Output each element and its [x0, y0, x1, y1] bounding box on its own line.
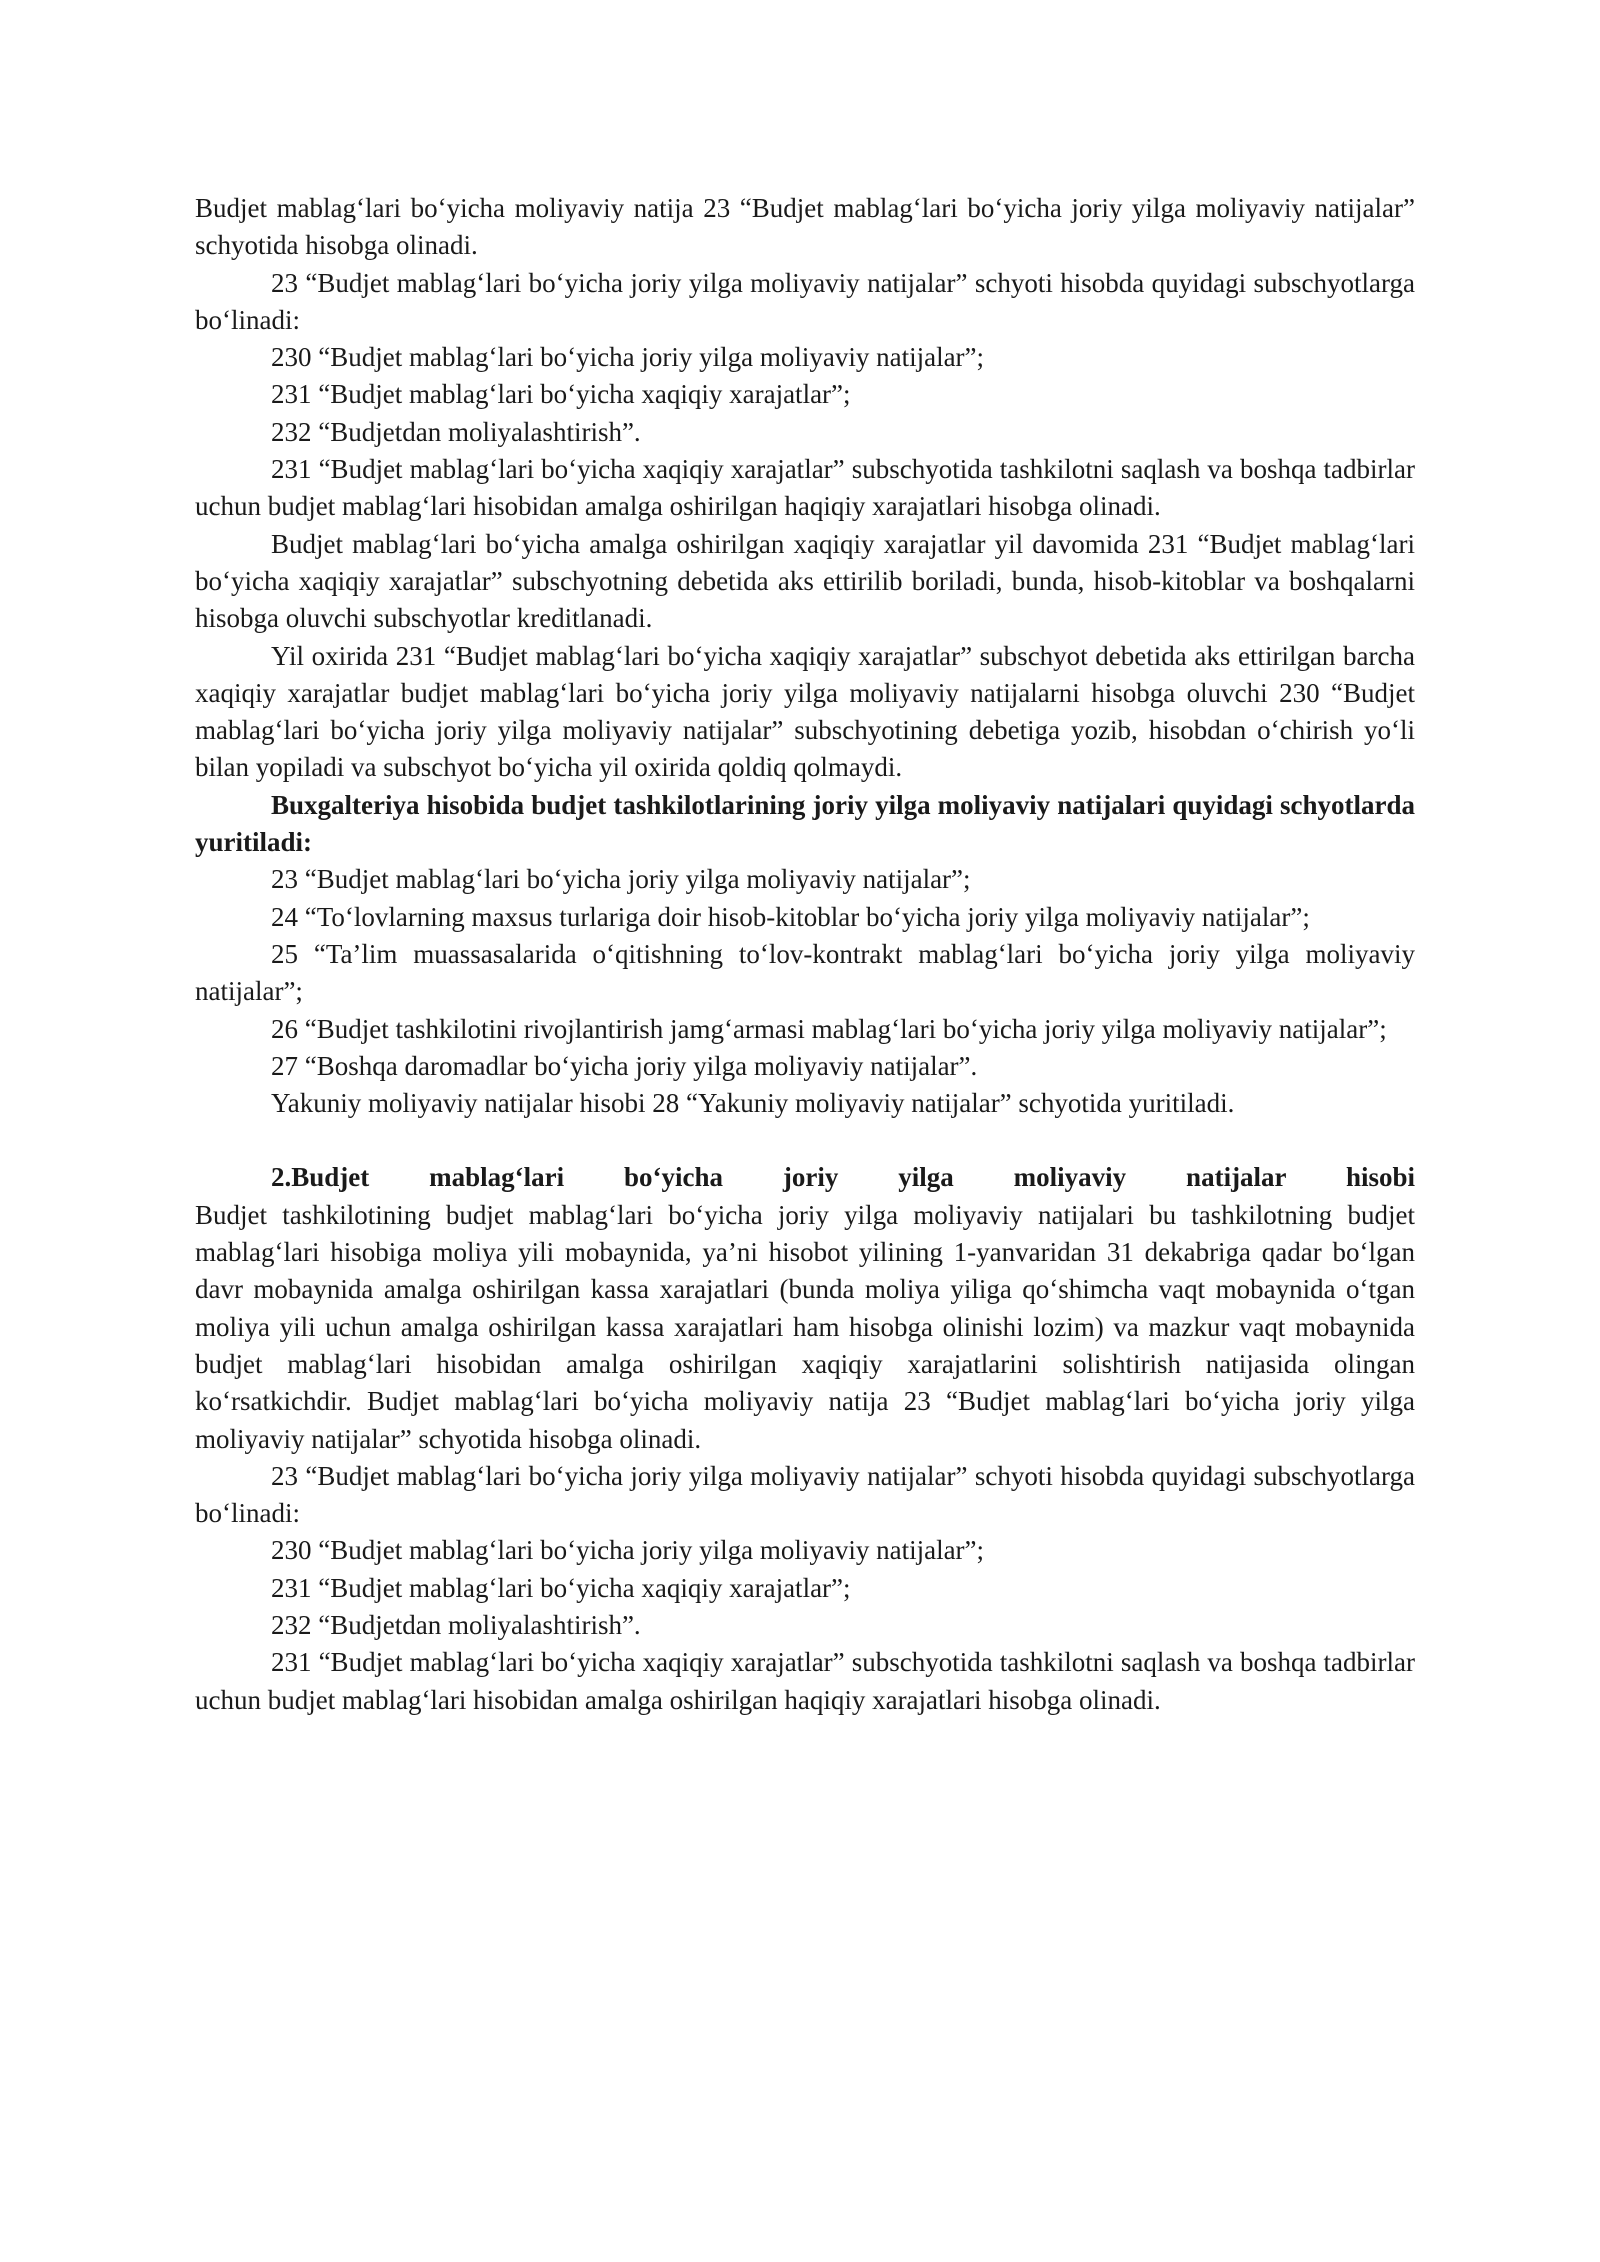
account-item: 23 “Budjet mablag‘lari bo‘yicha joriy yilga moliyaviy natijalar”;: [271, 864, 971, 895]
paragraph: Budjet mablag‘lari bo‘yicha moliyaviy natija 23 “Budjet mablag‘lari bo‘yicha joriy yilga moliyaviy natijalar” schyotida hisobga olinadi.: [195, 193, 1415, 261]
bold-intro: Buxgalteriya hisobida budjet tashkilotlarining joriy yilga moliyaviy natijalari quyidagi schyotlarda yuritiladi:: [195, 789, 1415, 858]
paragraph: Yil oxirida 231 “Budjet mablag‘lari bo‘yicha xaqiqiy xarajatlar” subschyot debetida aks ettirilgan barcha xaqiqiy xarajatlar budjet mablag‘lari bo‘yicha joriy yilga moliyaviy natijalarni hisobga oluvchi 230 “Budjet mablag‘lari bo‘yicha joriy yilga moliyaviy natijalar” subschyotining debetiga yozib, hisobdan o‘chirish yo‘li bilan yopiladi va subschyot bo‘yicha yil oxirida qoldiq qolmaydi.: [195, 640, 1415, 783]
spacer: [195, 1122, 1415, 1159]
account-item: 26 “Budjet tashkilotini rivojlantirish jamg‘armasi mablag‘lari bo‘yicha joriy yilga moliyaviy natijalar”;: [271, 1013, 1387, 1044]
account-item: 27 “Boshqa daromadlar bo‘yicha joriy yilga moliyaviy natijalar”.: [271, 1050, 978, 1081]
paragraph: 23 “Budjet mablag‘lari bo‘yicha joriy yilga moliyaviy natijalar” schyoti hisobda quyidagi subschyotlarga bo‘linadi:: [195, 267, 1415, 335]
document-page: [195, 190, 1415, 1719]
paragraph: 231 “Budjet mablag‘lari bo‘yicha xaqiqiy xarajatlar” subschyotida tashkilotni saqlash va boshqa tadbirlar uchun budjet mablag‘lari hisobidan amalga oshirilgan haqiqiy xarajatlari hisobga olinadi.: [195, 1647, 1415, 1715]
paragraph: Budjet tashkilotining budjet mablag‘lari bo‘yicha joriy yilga moliyaviy natijalari bu tashkilotning budjet mablag‘lari hisobiga moliya yili mobaynida, ya’ni hisobot yilining 1-yanvaridan 31 dekabriga qadar bo‘lgan davr mobaynida amalga oshirilgan kassa xarajatlari (bunda moliya yiliga qo‘shimcha vaqt mobaynida o‘tgan moliya yili uchun amalga oshirilgan kassa xarajatlari ham hisobga olinishi lozim) va mazkur vaqt mobaynida budjet mablag‘lari hisobidan amalga oshirilgan xaqiqiy xarajatlarini solishtirish natijasida olingan ko‘rsatkichdir. Budjet mablag‘lari bo‘yicha moliyaviy natija 23 “Budjet mablag‘lari bo‘yicha joriy yilga moliyaviy natijalar” schyotida hisobga olinadi.: [195, 1199, 1415, 1454]
subaccount-item: 231 “Budjet mablag‘lari bo‘yicha xaqiqiy xarajatlar”;: [271, 379, 851, 410]
paragraph: Yakuniy moliyaviy natijalar hisobi 28 “Yakuniy moliyaviy natijalar” schyotida yuritiladi.: [271, 1088, 1235, 1119]
subaccount-item: 230 “Budjet mablag‘lari bo‘yicha joriy yilga moliyaviy natijalar”;: [271, 342, 985, 373]
paragraph: 23 “Budjet mablag‘lari bo‘yicha joriy yilga moliyaviy natijalar” schyoti hisobda quyidagi subschyotlarga bo‘linadi:: [195, 1460, 1415, 1529]
paragraph: 231 “Budjet mablag‘lari bo‘yicha xaqiqiy xarajatlar” subschyotida tashkilotni saqlash va boshqa tadbirlar uchun budjet mablag‘lari hisobidan amalga oshirilgan haqiqiy xarajatlari hisobga olinadi.: [195, 454, 1415, 522]
subaccount-item: 232 “Budjetdan moliyalashtirish”.: [271, 416, 641, 447]
account-item: 25 “Ta’lim muassasalarida o‘qitishning to‘lov-kontrakt mablag‘lari bo‘yicha joriy yilga moliyaviy natijalar”;: [195, 938, 1415, 1007]
subaccount-item: 231 “Budjet mablag‘lari bo‘yicha xaqiqiy xarajatlar”;: [271, 1572, 851, 1603]
section-heading: 2.Budjet mablag‘lari bo‘yicha joriy yilga moliyaviy natijalar hisobi: [271, 1162, 1415, 1193]
subaccount-item: 230 “Budjet mablag‘lari bo‘yicha joriy yilga moliyaviy natijalar”;: [271, 1535, 985, 1566]
paragraph: Budjet mablag‘lari bo‘yicha amalga oshirilgan xaqiqiy xarajatlar yil davomida 231 “Budjet mablag‘lari bo‘yicha xaqiqiy xarajatlar” subschyotning debetida aks ettirilib boriladi, bunda, hisob-kitoblar va boshqalarni hisobga oluvchi subschyotlar kreditlanadi.: [195, 528, 1415, 634]
subaccount-item: 232 “Budjetdan moliyalashtirish”.: [271, 1609, 641, 1640]
account-item: 24 “To‘lovlarning maxsus turlariga doir hisob-kitoblar bo‘yicha joriy yilga moliyaviy natijalar”;: [271, 901, 1310, 932]
